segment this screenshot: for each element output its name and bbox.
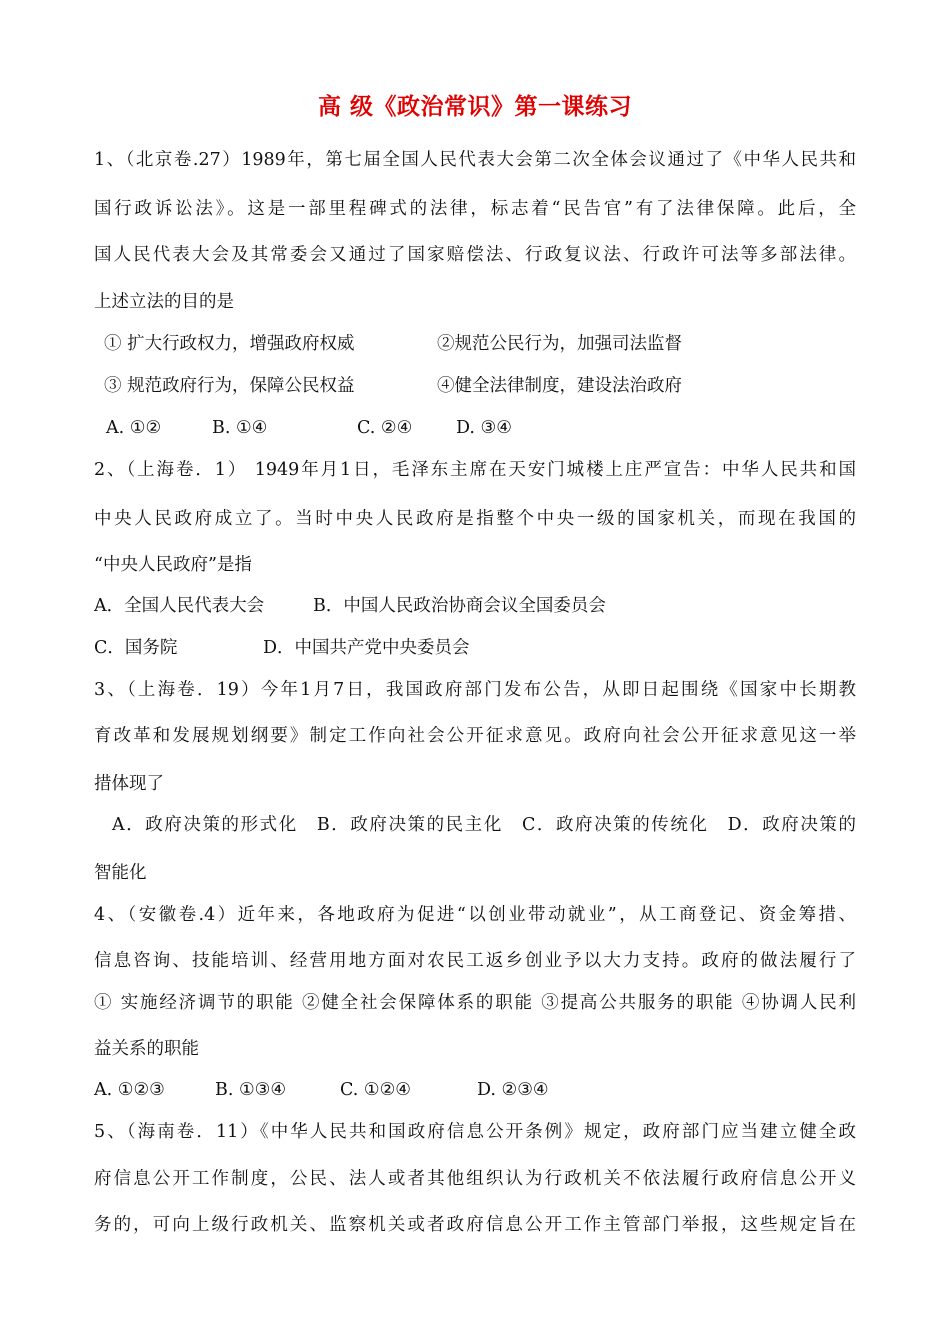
q1-stem-line-3: 国人民代表大会及其常委会又通过了国家赔偿法、行政复议法、行政许可法等多部法律。 bbox=[94, 245, 856, 265]
q2-stem-line-3: “中央人民政府”是指 bbox=[94, 555, 252, 575]
q2-option-b: B．中国人民政治协商会议全国委员会 bbox=[313, 596, 606, 616]
q4-stem-line-1: 4、（安徽卷.4）近年来，各地政府为促进“以创业带动就业”，从工商登记、资金筹措、 bbox=[94, 905, 856, 925]
q2-option-a: A．全国人民代表大会 bbox=[94, 596, 265, 616]
q3-options-continued: 智能化 bbox=[94, 863, 147, 883]
page-title: 高 级《政治常识》第一课练习 bbox=[317, 93, 632, 120]
q5-stem-line-3: 务的，可向上级行政机关、监察机关或者政府信息公开工作主管部门举报，这些规定旨在 bbox=[94, 1215, 856, 1235]
q3-stem-line-2: 育改革和发展规划纲要》制定工作向社会公开征求意见。政府向社会公开征求意见这一举 bbox=[94, 726, 856, 746]
q4-answer-b: B. ①③④ bbox=[215, 1080, 287, 1100]
q1-option-4: ④健全法律制度，建设法治政府 bbox=[437, 376, 682, 396]
q2-option-c: C．国务院 bbox=[94, 638, 178, 658]
q4-stem-line-4: 益关系的职能 bbox=[94, 1039, 199, 1059]
q5-stem-line-1: 5、（海南卷．11）《中华人民共和国政府信息公开条例》规定，政府部门应当建立健全政 bbox=[94, 1122, 856, 1142]
q3-options-line: A．政府决策的形式化 B．政府决策的民主化 C．政府决策的传统化 D．政府决策的 bbox=[112, 815, 856, 835]
q1-answer-c: C. ②④ bbox=[357, 418, 413, 438]
q4-answer-a: A. ①②③ bbox=[94, 1080, 165, 1100]
q5-stem-line-2: 府信息公开工作制度，公民、法人或者其他组织认为行政机关不依法履行政府信息公开义 bbox=[94, 1169, 856, 1189]
q1-stem-line-4: 上述立法的目的是 bbox=[94, 292, 234, 312]
q4-answer-d: D. ②③④ bbox=[477, 1080, 549, 1100]
q1-answer-d: D. ③④ bbox=[456, 418, 512, 438]
q3-stem-line-1: 3、（上海卷．19）今年1月7日，我国政府部门发布公告，从即日起围绕《国家中长期教 bbox=[94, 680, 856, 700]
q3-stem-line-3: 措体现了 bbox=[94, 774, 164, 794]
q1-answer-a: A. ①② bbox=[106, 418, 162, 438]
q1-option-2: ②规范公民行为，加强司法监督 bbox=[437, 334, 682, 354]
q1-option-1: ① 扩大行政权力，增强政府权威 bbox=[104, 334, 355, 354]
q4-stem-line-3: ① 实施经济调节的职能 ②健全社会保障体系的职能 ③提高公共服务的职能 ④协调人民利 bbox=[94, 993, 856, 1013]
q2-option-d: D．中国共产党中央委员会 bbox=[263, 638, 470, 658]
q1-answer-b: B. ①④ bbox=[212, 418, 268, 438]
q2-stem-line-1: 2、（上海卷．1） 1949年月1日，毛泽东主席在天安门城楼上庄严宣告：中华人民共和国 bbox=[94, 460, 856, 480]
q1-stem-line-2: 国行政诉讼法》。这是一部里程碑式的法律，标志着“民告官”有了法律保障。此后，全 bbox=[94, 199, 856, 219]
q4-stem-line-2: 信息咨询、技能培训、经营用地方面对农民工返乡创业予以大力支持。政府的做法履行了 bbox=[94, 951, 856, 971]
q1-stem-line-1: 1、（北京卷.27）1989年，第七届全国人民代表大会第二次全体会议通过了《中华人民共和 bbox=[94, 150, 856, 170]
q4-answer-c: C. ①②④ bbox=[340, 1080, 411, 1100]
q1-option-3: ③ 规范政府行为，保障公民权益 bbox=[104, 376, 355, 396]
q2-stem-line-2: 中央人民政府成立了。当时中央人民政府是指整个中央一级的国家机关，而现在我国的 bbox=[94, 509, 856, 529]
